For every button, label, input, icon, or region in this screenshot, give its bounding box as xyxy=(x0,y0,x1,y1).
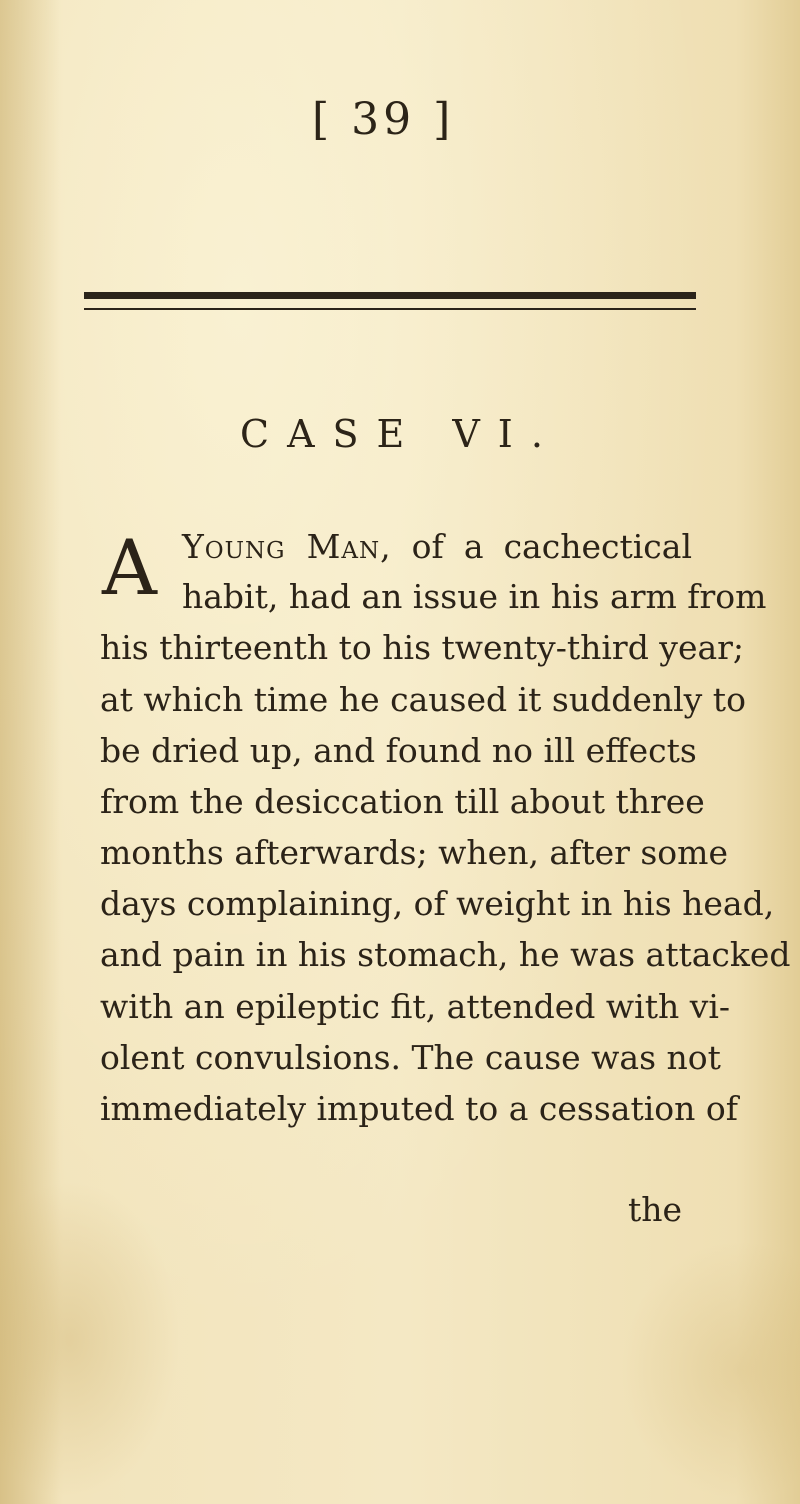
drop-cap: A xyxy=(102,523,157,612)
case-heading: CASE VI. xyxy=(240,412,561,456)
text-line-9: and pain in his stomach, he was attacked xyxy=(100,935,791,974)
smallcaps-phrase: Young Man, xyxy=(182,527,392,566)
text-line-1-rest: of a cachectical xyxy=(391,527,692,566)
text-line-4: at which time he caused it suddenly to xyxy=(100,680,746,719)
text-line-5: be dried up, and found no ill effects xyxy=(100,731,697,770)
text-line-8: days complaining, of weight in his head, xyxy=(100,884,775,923)
text-line-12: immediately imputed to a cessation of xyxy=(100,1089,738,1128)
text-line-1 xyxy=(182,527,692,567)
text-line-11: olent convulsions. The cause was not xyxy=(100,1038,721,1077)
page-number: [ 39 ] xyxy=(312,94,455,145)
text-line-2: habit, had an issue in his arm from xyxy=(182,577,767,616)
text-line-7: months afterwards; when, after some xyxy=(100,833,728,872)
text-line-6: from the desiccation till about three xyxy=(100,782,705,821)
text-line-10: with an epileptic fit, attended with vi- xyxy=(100,987,731,1026)
binding-shadow xyxy=(0,0,60,1504)
paper-stain xyxy=(620,1240,800,1500)
paper-stain xyxy=(0,1180,180,1500)
heading-rule-thick xyxy=(84,292,696,299)
text-line-3: his thirteenth to his twenty-third year; xyxy=(100,628,745,667)
catchword: the xyxy=(628,1190,683,1229)
heading-rule-thin xyxy=(84,308,696,310)
